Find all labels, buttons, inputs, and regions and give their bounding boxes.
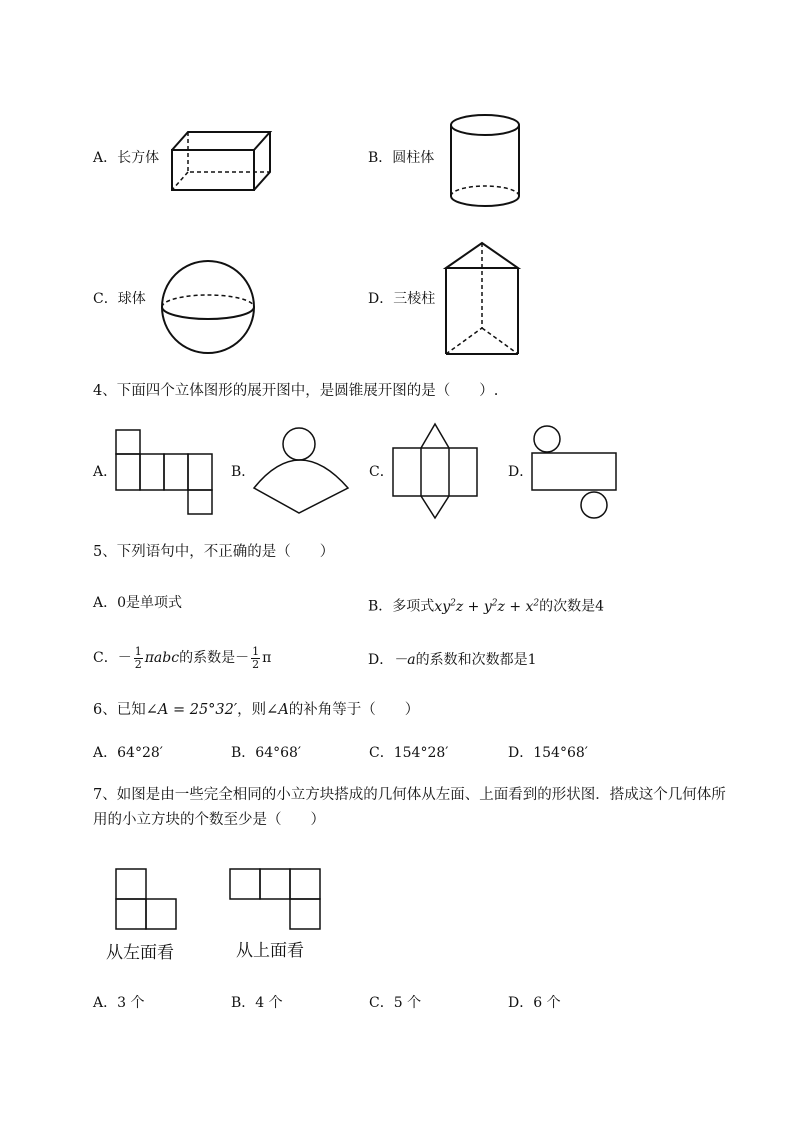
option-text: 球体 <box>117 291 146 307</box>
stem-mid: ，则 <box>237 702 267 718</box>
q7-option-b[interactable] <box>231 994 283 1012</box>
q6-option-a[interactable] <box>93 744 163 762</box>
option-letter: C． <box>369 745 394 761</box>
option-value: 64°68′ <box>255 745 302 761</box>
fraction-denominator: 2 <box>252 657 260 671</box>
option-value: 3 个 <box>117 995 145 1011</box>
option-value: 64°28′ <box>117 745 163 761</box>
q4-option-a[interactable]: A． <box>93 464 118 480</box>
cylinder-figure <box>446 112 524 210</box>
angle-symbol: ∠A <box>266 702 289 718</box>
q7-stem-line1: 7、如图是由一些完全相同的小立方块搭成的几何体从左面、上面看到的形状图．搭成这个几何体所 <box>93 787 726 803</box>
option-value: 6 个 <box>533 995 561 1011</box>
stem-suffix: 的补角等于（ ） <box>288 702 420 718</box>
q6-option-c[interactable] <box>369 744 448 762</box>
q3-option-d[interactable] <box>368 290 435 308</box>
triangular-prism-net-figure <box>391 422 479 520</box>
option-text: 长方体 <box>117 150 160 166</box>
q7-option-a[interactable] <box>93 994 144 1012</box>
option-value: 154°68′ <box>533 745 588 761</box>
sphere-figure <box>158 258 258 356</box>
top-view-label: 从上面看 <box>236 941 304 961</box>
option-letter: D． <box>368 652 394 668</box>
monomial-expression: －a <box>393 652 416 668</box>
cube-net-figure <box>114 428 214 516</box>
option-letter: A． <box>93 745 118 761</box>
option-letter: A． <box>93 995 118 1011</box>
cuboid-figure <box>168 128 274 192</box>
option-value: 4 个 <box>255 995 283 1011</box>
q5-option-c[interactable] <box>93 643 271 673</box>
q4-option-b[interactable]: B． <box>231 464 256 480</box>
left-view-label: 从左面看 <box>106 943 174 963</box>
option-suffix: 的次数是4 <box>539 598 605 615</box>
option-text: 的系数和次数都是1 <box>415 652 537 668</box>
q7-stem-line2: 用的小立方块的个数至少是（ ） <box>93 812 325 828</box>
q3-option-c[interactable] <box>93 290 146 308</box>
option-text: 圆柱体 <box>392 150 435 166</box>
q6-option-b[interactable] <box>231 744 301 762</box>
q5-option-b[interactable] <box>368 594 604 616</box>
option-letter: D． <box>508 745 534 761</box>
triangular-prism-figure <box>442 240 522 358</box>
option-letter: C． <box>93 650 118 666</box>
q3-option-b[interactable] <box>368 149 434 167</box>
q4-option-d[interactable]: D． <box>508 464 534 480</box>
pi-symbol: π <box>262 650 272 666</box>
q3-option-a[interactable] <box>93 149 159 167</box>
q6-stem <box>93 701 419 719</box>
option-value: 5 个 <box>393 995 422 1011</box>
q7-option-c[interactable] <box>369 994 421 1012</box>
q7-option-d[interactable] <box>508 994 561 1012</box>
option-letter: A． <box>93 150 118 166</box>
stem-prefix: 6、已知 <box>93 702 146 718</box>
option-letter: D． <box>508 995 534 1011</box>
left-view-figure <box>115 868 177 930</box>
option-letter: B． <box>368 598 393 615</box>
option-letter: B． <box>231 745 256 761</box>
option-prefix: 多项式 <box>392 598 435 615</box>
cone-net-figure <box>252 426 350 516</box>
fraction-one-half <box>251 646 260 671</box>
option-value: 154°28′ <box>393 745 449 761</box>
q5-option-a[interactable] <box>93 594 182 612</box>
q6-option-d[interactable] <box>508 744 588 762</box>
option-letter: D． <box>368 291 394 307</box>
fraction-denominator: 2 <box>134 657 142 671</box>
fraction-numerator: 1 <box>134 644 142 658</box>
option-mid-text: 的系数是－ <box>179 650 250 666</box>
cylinder-net-figure <box>530 424 618 522</box>
top-view-figure <box>229 868 321 930</box>
option-text: 三棱柱 <box>393 291 436 307</box>
q5-stem: 5、下列语句中，不正确的是（ ） <box>93 544 335 560</box>
polynomial-expression: $xy^2z + y^2z + x^2$ <box>434 598 540 615</box>
q4-option-c[interactable]: C． <box>369 464 394 480</box>
option-letter: C． <box>369 995 394 1011</box>
fraction-numerator: 1 <box>252 644 260 658</box>
option-letter: C． <box>93 291 118 307</box>
option-letter: B． <box>231 995 256 1011</box>
angle-expression: ∠A = 25°32′ <box>145 702 238 718</box>
option-letter: A． <box>93 595 118 611</box>
fraction-one-half <box>134 646 143 671</box>
option-text: 0是单项式 <box>117 595 183 611</box>
q5-option-d[interactable] <box>368 651 537 669</box>
monomial-expression: πabc <box>144 650 180 666</box>
q4-stem: 4、下面四个立体图形的展开图中，是圆锥展开图的是（ ）. <box>93 383 499 399</box>
minus-sign: － <box>117 650 132 666</box>
option-letter: B． <box>368 150 393 166</box>
